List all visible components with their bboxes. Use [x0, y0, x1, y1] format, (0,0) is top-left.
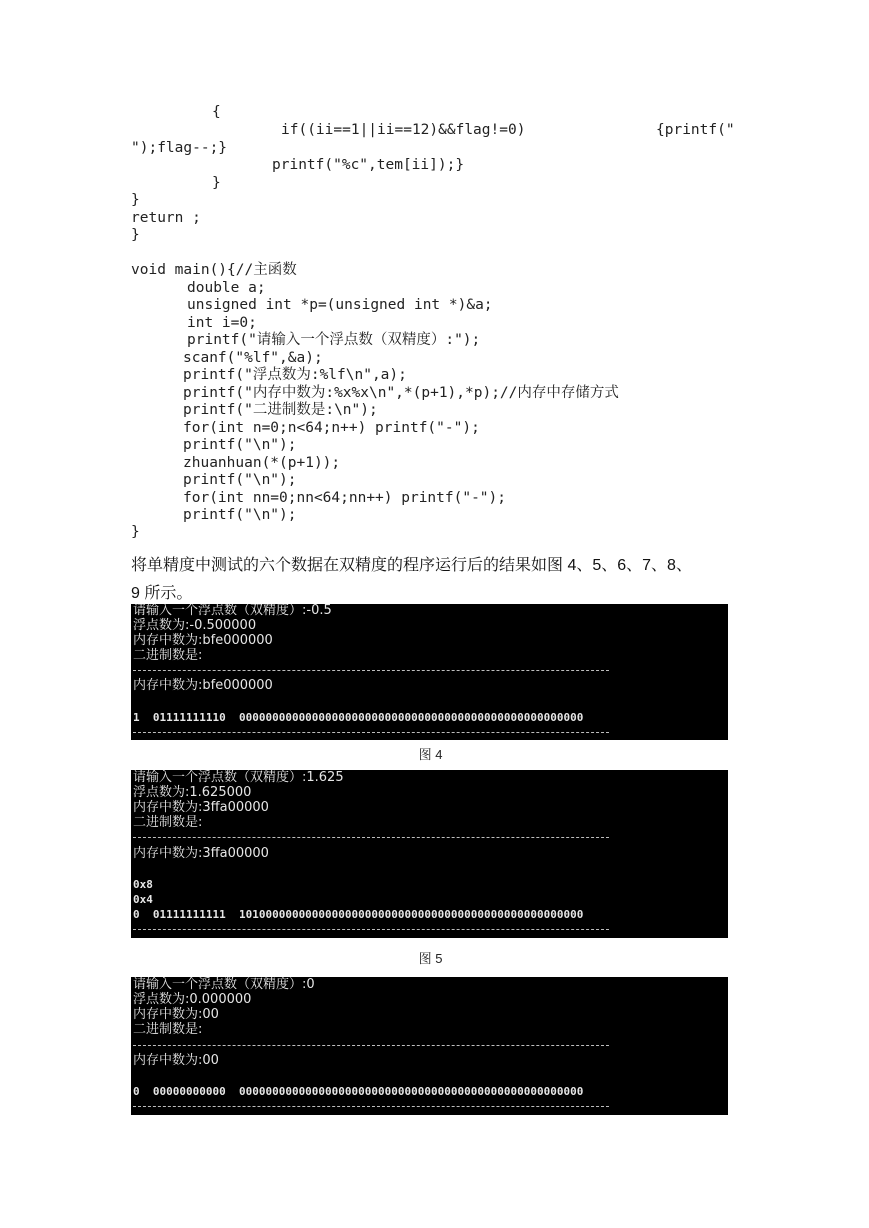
console-line: 1 01111111110 0000000000000000000000000000000000000000000000000000	[133, 711, 584, 724]
figure-caption: 图 4	[418, 747, 443, 762]
code-line: for(int n=0;n<64;n++) printf("-");	[183, 420, 480, 436]
console-line: 0 01111111111 1010000000000000000000000000000000000000000000000000	[133, 908, 584, 921]
code-line: {	[212, 104, 221, 120]
console-dash-line	[133, 837, 609, 838]
code-line: printf("%c",tem[ii]);}	[272, 157, 465, 173]
code-line: }	[212, 175, 221, 191]
code-line: printf("\n");	[183, 437, 297, 453]
console-line: 请输入一个浮点数（双精度）:-0.5	[133, 604, 332, 618]
console-line: 二进制数是:	[133, 648, 203, 663]
body-paragraph-line: 将单精度中测试的六个数据在双精度的程序运行后的结果如图 4、5、6、7、8、	[131, 557, 692, 574]
console-line: 二进制数是:	[133, 815, 203, 830]
console-line: 内存中数为:bfe000000	[133, 633, 273, 648]
code-line: if((ii==1||ii==12)&&flag!=0)	[281, 122, 526, 138]
code-line: int i=0;	[187, 315, 257, 331]
console-line: 请输入一个浮点数（双精度）:0	[133, 977, 315, 992]
code-line: ");flag--;}	[131, 140, 228, 156]
figure-caption: 图 5	[418, 951, 443, 966]
code-line: for(int nn=0;nn<64;nn++) printf("-");	[183, 490, 507, 506]
console-dash-line	[133, 670, 609, 671]
console-dash-line	[133, 929, 609, 930]
code-line: }	[131, 192, 140, 208]
code-line: {printf("	[656, 122, 735, 138]
console-line: 内存中数为:bfe000000	[133, 678, 273, 693]
code-line: printf("内存中数为:%x%x\n",*(p+1),*p);//内存中存储方式	[183, 385, 619, 401]
code-line: return ;	[131, 210, 201, 226]
code-line: printf("\n");	[183, 472, 297, 488]
console-line: 0x4	[133, 893, 153, 906]
code-line: }	[131, 524, 140, 540]
code-line: scanf("%lf",&a);	[183, 350, 323, 366]
console-line: 浮点数为:1.625000	[133, 785, 252, 800]
console-screenshot-fig4	[131, 604, 728, 740]
code-line: zhuanhuan(*(p+1));	[183, 455, 341, 471]
console-dash-line	[133, 1045, 609, 1046]
code-line: double a;	[187, 280, 266, 296]
code-line: printf("请输入一个浮点数（双精度）:");	[187, 332, 481, 348]
console-line: 内存中数为:00	[133, 1007, 219, 1022]
console-line: 浮点数为:-0.500000	[133, 618, 257, 633]
code-line: }	[131, 227, 140, 243]
console-line: 0 00000000000 0000000000000000000000000000000000000000000000000000	[133, 1085, 584, 1098]
console-line: 内存中数为:00	[133, 1053, 219, 1068]
console-line: 内存中数为:3ffa00000	[133, 800, 269, 815]
console-dash-line	[133, 1106, 609, 1107]
code-line: printf("二进制数是:\n");	[183, 402, 378, 418]
code-line: printf("浮点数为:%lf\n",a);	[183, 367, 407, 383]
console-line: 内存中数为:3ffa00000	[133, 846, 269, 861]
console-line: 0x8	[133, 878, 153, 891]
body-paragraph-line: 9 所示。	[131, 585, 193, 602]
console-screenshot-fig6	[131, 977, 728, 1115]
console-line: 浮点数为:0.000000	[133, 992, 252, 1007]
console-line: 二进制数是:	[133, 1022, 203, 1037]
console-screenshot-fig5	[131, 770, 728, 938]
code-line: void main(){//主函数	[131, 262, 297, 278]
code-line: printf("\n");	[183, 507, 297, 523]
console-dash-line	[133, 732, 609, 733]
code-line: unsigned int *p=(unsigned int *)&a;	[187, 297, 493, 313]
console-line: 请输入一个浮点数（双精度）:1.625	[133, 770, 344, 785]
